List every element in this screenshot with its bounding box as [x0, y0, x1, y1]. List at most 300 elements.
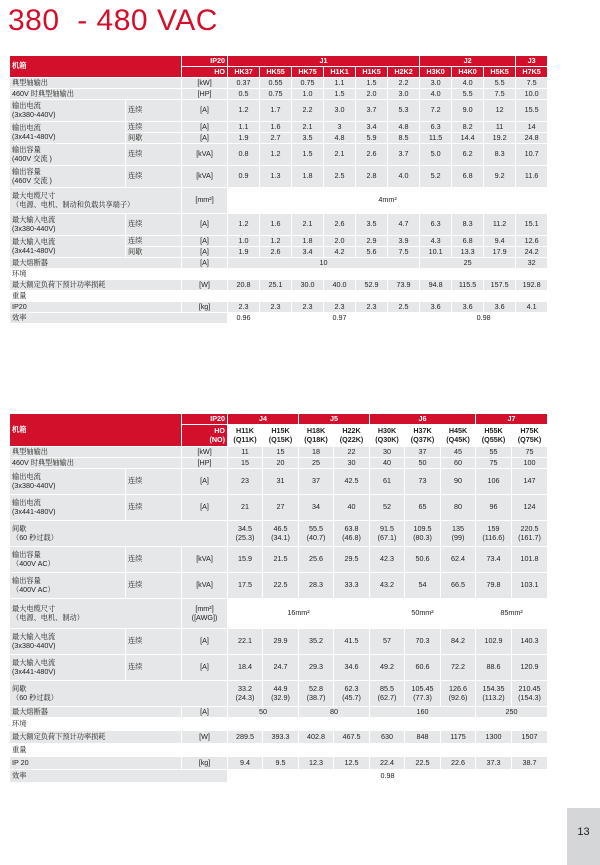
- cell: 3.5: [292, 133, 324, 144]
- cell: 52: [370, 495, 405, 521]
- cell: 7.5: [516, 78, 548, 89]
- cell: 75: [512, 447, 548, 458]
- row-unit: [A]: [182, 495, 228, 521]
- cell: 34.5 (25.3): [228, 521, 263, 547]
- cell: 37.3: [476, 757, 512, 770]
- row-unit: [mm²]: [182, 188, 228, 214]
- cell: 22.5: [263, 573, 299, 599]
- cell: 50: [228, 707, 299, 718]
- cell: 5.3: [388, 100, 420, 122]
- cell: 22.6: [441, 757, 476, 770]
- cell: 1.1: [324, 78, 356, 89]
- row-label: 最大电缆尺寸 （电源、电机、制动和负载共享端子）: [10, 188, 182, 214]
- cell: 85mm²: [476, 599, 548, 629]
- cell: 289.5: [228, 731, 263, 744]
- cell: 20.8: [228, 280, 260, 291]
- model-h4k0: H4K0: [452, 67, 484, 78]
- cell: 4.0: [420, 89, 452, 100]
- cell: 80: [441, 495, 476, 521]
- cell: 9.5: [263, 757, 299, 770]
- cell: 22.5: [405, 757, 441, 770]
- cell: 3.9: [388, 236, 420, 247]
- row-sublabel: 连续: [126, 547, 182, 573]
- model-h22k: H22K (Q22K): [334, 425, 370, 447]
- cell: 80: [299, 707, 370, 718]
- cell: 124: [512, 495, 548, 521]
- ho-no-header: HO (NO): [182, 425, 228, 447]
- row-power-loss: [10, 280, 548, 291]
- row-label: IP 20: [10, 757, 182, 770]
- row-label: 最大输入电流 (3x441-480V): [10, 655, 126, 681]
- cell: 18: [299, 447, 334, 458]
- cell: 62.4: [441, 547, 476, 573]
- row-label: 输出容量 （400V AC）: [10, 547, 126, 573]
- cell: 11.2: [484, 214, 516, 236]
- cell: 22.1: [228, 629, 263, 655]
- row-label: 典型轴输出: [10, 78, 182, 89]
- cell: 33.2 (24.3): [228, 681, 263, 707]
- cell: 3.5: [356, 214, 388, 236]
- row-weight: [10, 291, 548, 302]
- row-shaft-kw: [10, 447, 548, 458]
- cell: 23: [228, 469, 263, 495]
- cell: 8.3: [484, 144, 516, 166]
- row-sublabel: 连续: [126, 166, 182, 188]
- cell: 11: [484, 122, 516, 133]
- cell: 2.9: [356, 236, 388, 247]
- cell: 126.6 (92.6): [441, 681, 476, 707]
- cell: 15.1: [516, 214, 548, 236]
- row-label: 460V 时典型轴输出: [10, 458, 182, 469]
- row-output-current-380: [10, 100, 548, 122]
- cell: 11.6: [516, 166, 548, 188]
- cell: 3.4: [292, 247, 324, 258]
- cell: 393.3: [263, 731, 299, 744]
- cell: 4.7: [388, 214, 420, 236]
- cell: 22.4: [370, 757, 405, 770]
- row-label: 输出电流 (3x441-480V): [10, 495, 126, 521]
- cell: 6.8: [452, 166, 484, 188]
- cell: 10.7: [516, 144, 548, 166]
- cell: 29.5: [334, 547, 370, 573]
- row-unit: [HP]: [182, 89, 228, 100]
- row-max-cable: [10, 599, 548, 629]
- cell: 140.3: [512, 629, 548, 655]
- cell: 27: [263, 495, 299, 521]
- cell: 103.1: [512, 573, 548, 599]
- cell: 34: [299, 495, 334, 521]
- cell: 38.7: [512, 757, 548, 770]
- row-environment: [10, 269, 548, 280]
- cell: 2.6: [324, 214, 356, 236]
- cell: 10.1: [420, 247, 452, 258]
- cell: 34.6: [334, 655, 370, 681]
- row-unit: [kg]: [182, 757, 228, 770]
- cell: 630: [370, 731, 405, 744]
- cell: 0.5: [228, 89, 260, 100]
- cell: 55: [476, 447, 512, 458]
- model-hk75: HK75: [292, 67, 324, 78]
- cell: 12.3: [299, 757, 334, 770]
- cell: 6.2: [452, 144, 484, 166]
- group-j4: J4: [228, 414, 299, 425]
- cell: 24.7: [263, 655, 299, 681]
- cell: 1.2: [260, 144, 292, 166]
- ip20-header: IP20: [182, 56, 228, 67]
- model-h15k: H15K (Q15K): [263, 425, 299, 447]
- row-unit: [A]: [182, 258, 228, 269]
- model-h37k: H37K (Q37K): [405, 425, 441, 447]
- cell: 10.0: [516, 89, 548, 100]
- cell: 60: [441, 458, 476, 469]
- row-output-capacity-460: [10, 166, 548, 188]
- model-h11k: H11K (Q11K): [228, 425, 263, 447]
- model-h3k0: H3K0: [420, 67, 452, 78]
- cell: 63.8 (46.8): [334, 521, 370, 547]
- row-unit: [W]: [182, 280, 228, 291]
- cell: 18.4: [228, 655, 263, 681]
- spec-table-380-480-small: [9, 55, 548, 324]
- row-input-current-441: [10, 655, 548, 681]
- cell: 102.9: [476, 629, 512, 655]
- cell: 4.1: [516, 302, 548, 313]
- row-unit: [kVA]: [182, 144, 228, 166]
- spec-table-380-480-large: [9, 413, 548, 783]
- cell: 2.8: [356, 166, 388, 188]
- row-sublabel: 连续: [126, 629, 182, 655]
- row-input-current-380: [10, 214, 548, 236]
- chassis-header: 机箱: [10, 414, 182, 447]
- cell: 29.3: [299, 655, 334, 681]
- cell: 46.5 (34.1): [263, 521, 299, 547]
- row-intermittent-input: [10, 681, 548, 707]
- row-unit: [W]: [182, 731, 228, 744]
- row-label: 输出容量 (400V 交流 ): [10, 144, 126, 166]
- cell: 14.4: [452, 133, 484, 144]
- cell: 1.5: [324, 89, 356, 100]
- row-efficiency: [10, 770, 548, 783]
- row-efficiency: [10, 313, 548, 324]
- group-j6: J6: [370, 414, 476, 425]
- cell: 88.6: [476, 655, 512, 681]
- cell: 9.4: [484, 236, 516, 247]
- row-label: 最大输入电流 (3x380-440V): [10, 214, 126, 236]
- cell: 21: [228, 495, 263, 521]
- cell: 42.3: [370, 547, 405, 573]
- cell: 1.5: [356, 78, 388, 89]
- row-output-current-380: [10, 469, 548, 495]
- row-unit: [kg]: [182, 302, 228, 313]
- cell: 2.2: [292, 100, 324, 122]
- cell: 40: [334, 495, 370, 521]
- cell: 12: [484, 100, 516, 122]
- row-environment: [10, 718, 548, 731]
- cell: 1.3: [260, 166, 292, 188]
- cell: 52.9: [356, 280, 388, 291]
- row-unit: [A]: [182, 247, 228, 258]
- row-input-current-380: [10, 629, 548, 655]
- cell: 50: [405, 458, 441, 469]
- row-sublabel: 间歇: [126, 247, 182, 258]
- row-ip20-weight: [10, 302, 548, 313]
- section-label: 重量: [10, 291, 548, 302]
- cell: 3.0: [420, 78, 452, 89]
- row-unit: [A]: [182, 214, 228, 236]
- row-label: 最大电缆尺寸 （电源、电机、制动）: [10, 599, 182, 629]
- cell: 25.6: [299, 547, 334, 573]
- cell: 22: [334, 447, 370, 458]
- cell: 2.5: [388, 302, 420, 313]
- cell: 42.5: [334, 469, 370, 495]
- cell: 4.3: [420, 236, 452, 247]
- row-sublabel: 连续: [126, 573, 182, 599]
- cell: 25.1: [260, 280, 292, 291]
- cell: 5.5: [452, 89, 484, 100]
- cell: 55.5 (40.7): [299, 521, 334, 547]
- cell: 8.3: [452, 214, 484, 236]
- model-h18k: H18K (Q18K): [299, 425, 334, 447]
- row-label: 输出电流 (3x380-440V): [10, 469, 126, 495]
- cell: 1507: [512, 731, 548, 744]
- cell: 210.45 (154.3): [512, 681, 548, 707]
- cell: 8.5: [388, 133, 420, 144]
- cell: 3.6: [420, 302, 452, 313]
- cell: 402.8: [299, 731, 334, 744]
- cell: 1.6: [260, 122, 292, 133]
- cell: 54: [405, 573, 441, 599]
- cell: 1.8: [292, 236, 324, 247]
- cell: 30: [370, 447, 405, 458]
- cell: 3: [324, 122, 356, 133]
- model-h1k5: H1K5: [356, 67, 388, 78]
- row-unit: [kW]: [182, 78, 228, 89]
- cell: 1.1: [228, 122, 260, 133]
- cell: 45: [441, 447, 476, 458]
- cell: 3.7: [356, 100, 388, 122]
- cell: 40: [370, 458, 405, 469]
- cell: 1.0: [228, 236, 260, 247]
- cell: 12.5: [334, 757, 370, 770]
- cell: 96: [476, 495, 512, 521]
- cell: 19.2: [484, 133, 516, 144]
- row-unit: [A]: [182, 655, 228, 681]
- model-hk55: HK55: [260, 67, 292, 78]
- cell: 60.6: [405, 655, 441, 681]
- cell: 0.75: [292, 78, 324, 89]
- cell: 3.4: [356, 122, 388, 133]
- cell: 9.2: [484, 166, 516, 188]
- row-unit: [A]: [182, 122, 228, 133]
- cell: 2.0: [356, 89, 388, 100]
- cell: 1.9: [228, 133, 260, 144]
- cell: 35.2: [299, 629, 334, 655]
- row-sublabel: 间歇: [126, 133, 182, 144]
- model-h5k5: H5K5: [484, 67, 516, 78]
- row-unit: [A]: [182, 100, 228, 122]
- cell: 4.8: [388, 122, 420, 133]
- cell: 44.9 (32.9): [263, 681, 299, 707]
- row-input-current-441: [10, 236, 548, 247]
- section-label: 重量: [10, 744, 548, 757]
- cell: 101.8: [512, 547, 548, 573]
- group-j7: J7: [476, 414, 548, 425]
- row-label: 最大输入电流 (3x441-480V): [10, 236, 126, 258]
- row-unit: [A]: [182, 707, 228, 718]
- cell: 85.5 (62.7): [370, 681, 405, 707]
- group-j5: J5: [299, 414, 370, 425]
- cell: 147: [512, 469, 548, 495]
- row-sublabel: 连续: [126, 495, 182, 521]
- cell: 61: [370, 469, 405, 495]
- cell: 2.6: [260, 247, 292, 258]
- cell: 9.0: [452, 100, 484, 122]
- cell: 9.4: [228, 757, 263, 770]
- cell: 2.3: [292, 302, 324, 313]
- cell: 3.6: [484, 302, 516, 313]
- row-unit: [kW]: [182, 447, 228, 458]
- cell: 28.3: [299, 573, 334, 599]
- row-label: 最大熔断器: [10, 258, 182, 269]
- row-unit: [kVA]: [182, 166, 228, 188]
- cell: 62.3 (45.7): [334, 681, 370, 707]
- row-label: 最大输入电流 (3x380-440V): [10, 629, 126, 655]
- cell: 73: [405, 469, 441, 495]
- section-label: 环境: [10, 269, 548, 280]
- row-label: 效率: [10, 770, 228, 783]
- cell: 467.5: [334, 731, 370, 744]
- row-unit: [A]: [182, 133, 228, 144]
- cell: 43.2: [370, 573, 405, 599]
- cell: 3.6: [452, 302, 484, 313]
- cell: 90: [441, 469, 476, 495]
- row-sublabel: 连续: [126, 214, 182, 236]
- cell: 94.8: [420, 280, 452, 291]
- row-weight: [10, 744, 548, 757]
- cell: 72.2: [441, 655, 476, 681]
- cell: 0.9: [228, 166, 260, 188]
- cell: 109.5 (80.3): [405, 521, 441, 547]
- cell: 30: [334, 458, 370, 469]
- cell: 1300: [476, 731, 512, 744]
- row-shaft-kw: [10, 78, 548, 89]
- section-label: 环境: [10, 718, 548, 731]
- cell: 31: [263, 469, 299, 495]
- cell: 11: [228, 447, 263, 458]
- cell: 160: [370, 707, 476, 718]
- cell: 40.0: [324, 280, 356, 291]
- group-j3: J3: [516, 56, 548, 67]
- cell: 7.5: [484, 89, 516, 100]
- row-output-current-441: [10, 122, 548, 133]
- row-output-capacity-2: [10, 573, 548, 599]
- cell: 1.6: [260, 214, 292, 236]
- model-h7k5: H7K5: [516, 67, 548, 78]
- cell: 79.8: [476, 573, 512, 599]
- cell: 15.5: [516, 100, 548, 122]
- cell: 33.3: [334, 573, 370, 599]
- page-title: 380 - 480 VAC: [8, 4, 218, 37]
- row-intermittent-output: [10, 521, 548, 547]
- cell: 0.97: [260, 313, 420, 324]
- cell: 100: [512, 458, 548, 469]
- cell: 2.1: [292, 122, 324, 133]
- row-label: 典型轴输出: [10, 447, 182, 458]
- cell: 0.96: [228, 313, 260, 324]
- row-label: 效率: [10, 313, 228, 324]
- cell: 50mm²: [370, 599, 476, 629]
- cell: 15: [228, 458, 263, 469]
- cell: 0.98: [228, 770, 548, 783]
- cell: 7.2: [420, 100, 452, 122]
- ho-header: HO: [182, 67, 228, 78]
- group-j2: J2: [420, 56, 516, 67]
- cell: 32: [516, 258, 548, 269]
- model-hk37: HK37: [228, 67, 260, 78]
- row-power-loss: [10, 731, 548, 744]
- cell: 66.5: [441, 573, 476, 599]
- row-output-capacity-400: [10, 144, 548, 166]
- row-max-fuse: [10, 258, 548, 269]
- cell: 17.5: [228, 573, 263, 599]
- row-unit: [mm²] ([AWG]): [182, 599, 228, 629]
- cell: 65: [405, 495, 441, 521]
- model-h1k1: H1K1: [324, 67, 356, 78]
- cell: 2.2: [388, 78, 420, 89]
- row-ip20-weight: [10, 757, 548, 770]
- cell: 157.5: [484, 280, 516, 291]
- cell: 37: [299, 469, 334, 495]
- cell: 5.2: [420, 166, 452, 188]
- row-label: 最大额定负荷下预计功率损耗: [10, 280, 182, 291]
- cell: 7.5: [388, 247, 420, 258]
- model-h45k: H45K (Q45K): [441, 425, 476, 447]
- cell: 0.75: [260, 89, 292, 100]
- cell: 57: [370, 629, 405, 655]
- row-label: 间歇 （60 秒过载）: [10, 521, 228, 547]
- cell: 75: [476, 458, 512, 469]
- cell: 6.3: [420, 122, 452, 133]
- cell: 70.3: [405, 629, 441, 655]
- cell: 3.0: [324, 100, 356, 122]
- cell: 0.37: [228, 78, 260, 89]
- cell: 37: [405, 447, 441, 458]
- cell: 1.5: [292, 144, 324, 166]
- cell: 25: [420, 258, 516, 269]
- cell: 2.6: [356, 144, 388, 166]
- cell: 2.1: [292, 214, 324, 236]
- cell: 8.2: [452, 122, 484, 133]
- row-unit: [A]: [182, 236, 228, 247]
- page-number: 13: [577, 826, 590, 838]
- cell: 17.9: [484, 247, 516, 258]
- cell: 24.2: [516, 247, 548, 258]
- cell: 5.5: [484, 78, 516, 89]
- cell: 1.2: [260, 236, 292, 247]
- cell: 4.2: [324, 247, 356, 258]
- cell: 21.5: [263, 547, 299, 573]
- row-label: 最大熔断器: [10, 707, 182, 718]
- row-label: IP20: [10, 302, 182, 313]
- cell: 135 (99): [441, 521, 476, 547]
- row-sublabel: 连续: [126, 469, 182, 495]
- cell: 16mm²: [228, 599, 370, 629]
- row-output-capacity-1: [10, 547, 548, 573]
- cell: 52.8 (38.7): [299, 681, 334, 707]
- model-h2k2: H2K2: [388, 67, 420, 78]
- cell: 2.3: [356, 302, 388, 313]
- cell: 3.7: [388, 144, 420, 166]
- cell: 15.9: [228, 547, 263, 573]
